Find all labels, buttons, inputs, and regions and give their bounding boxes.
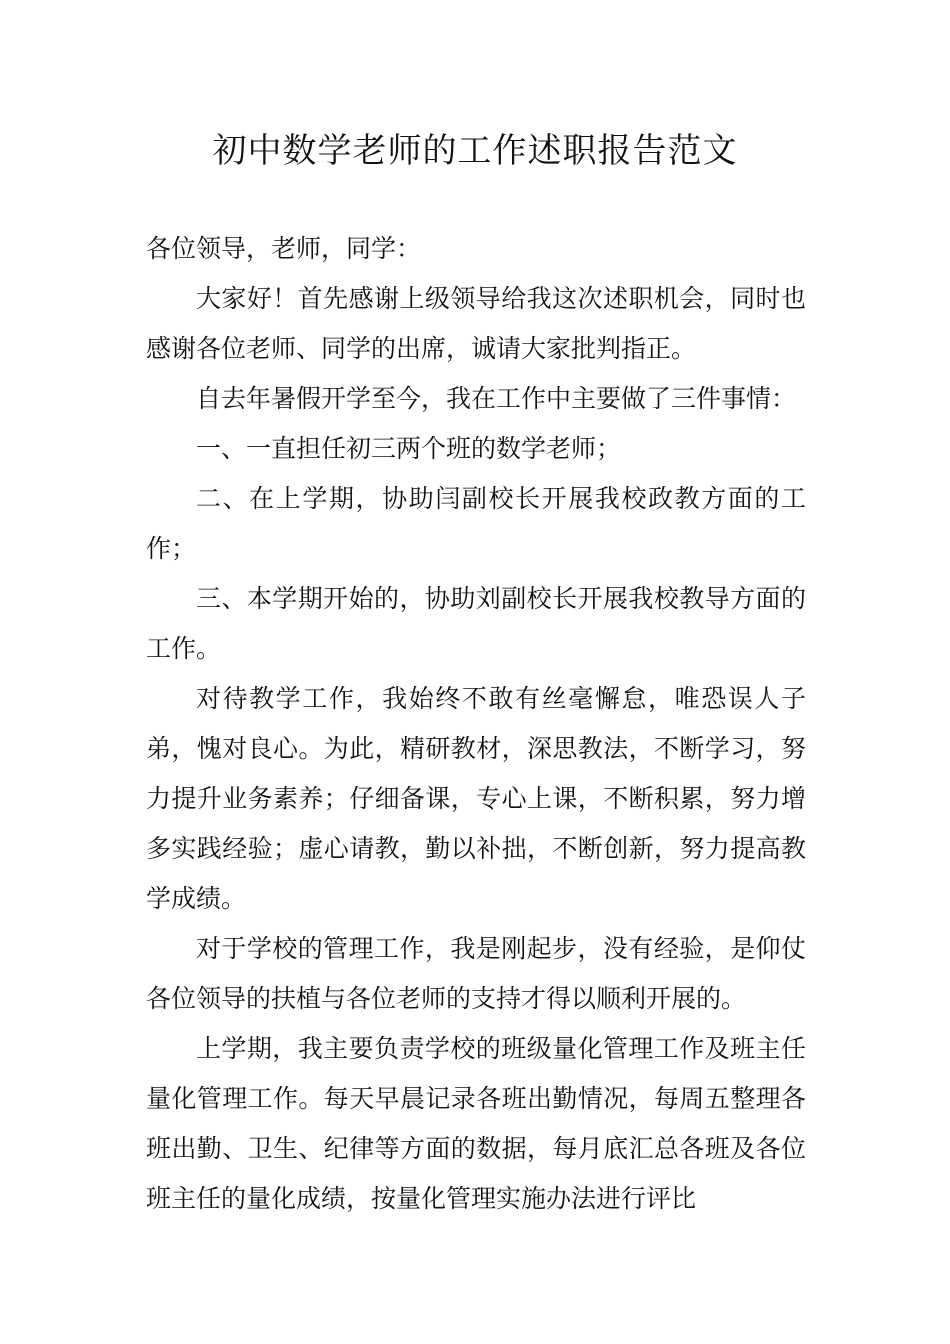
paragraph: 三、本学期开始的，协助刘副校长开展我校教导方面的工作。 [146, 584, 806, 663]
paragraph: 对待教学工作，我始终不敢有丝毫懈怠，唯恐误人子弟，愧对良心。为此，精研教材，深思教法，不断学习，努力提升业务素养；仔细备课，专心上课，不断积累，努力增多实践经验；虚心请教，勤以补拙，不断创新，努力提高教学成绩。 [146, 684, 806, 913]
paragraph: 二、在上学期，协助闫副校长开展我校政教方面的工作； [146, 484, 806, 563]
salutation: 各位领导，老师，同学： [146, 234, 422, 263]
document-title: 初中数学老师的工作述职报告范文 [212, 131, 738, 171]
paragraph: 上学期，我主要负责学校的班级量化管理工作及班主任量化管理工作。每天早晨记录各班出勤情况，每周五整理各班出勤、卫生、纪律等方面的数据，每月底汇总各班及各位班主任的量化成绩，按量化管理实施办法进行评比 [146, 1034, 806, 1213]
paragraph: 对于学校的管理工作，我是刚起步，没有经验，是仰仗各位领导的扶植与各位老师的支持才得以顺利开展的。 [146, 934, 806, 1013]
paragraph: 自去年暑假开学至今，我在工作中主要做了三件事情： [196, 384, 797, 413]
paragraph: 一、一直担任初三两个班的数学老师； [196, 434, 622, 463]
paragraph: 大家好！首先感谢上级领导给我这次述职机会，同时也感谢各位老师、同学的出席，诚请大家批判指正。 [146, 284, 806, 363]
document-body [146, 224, 806, 1224]
